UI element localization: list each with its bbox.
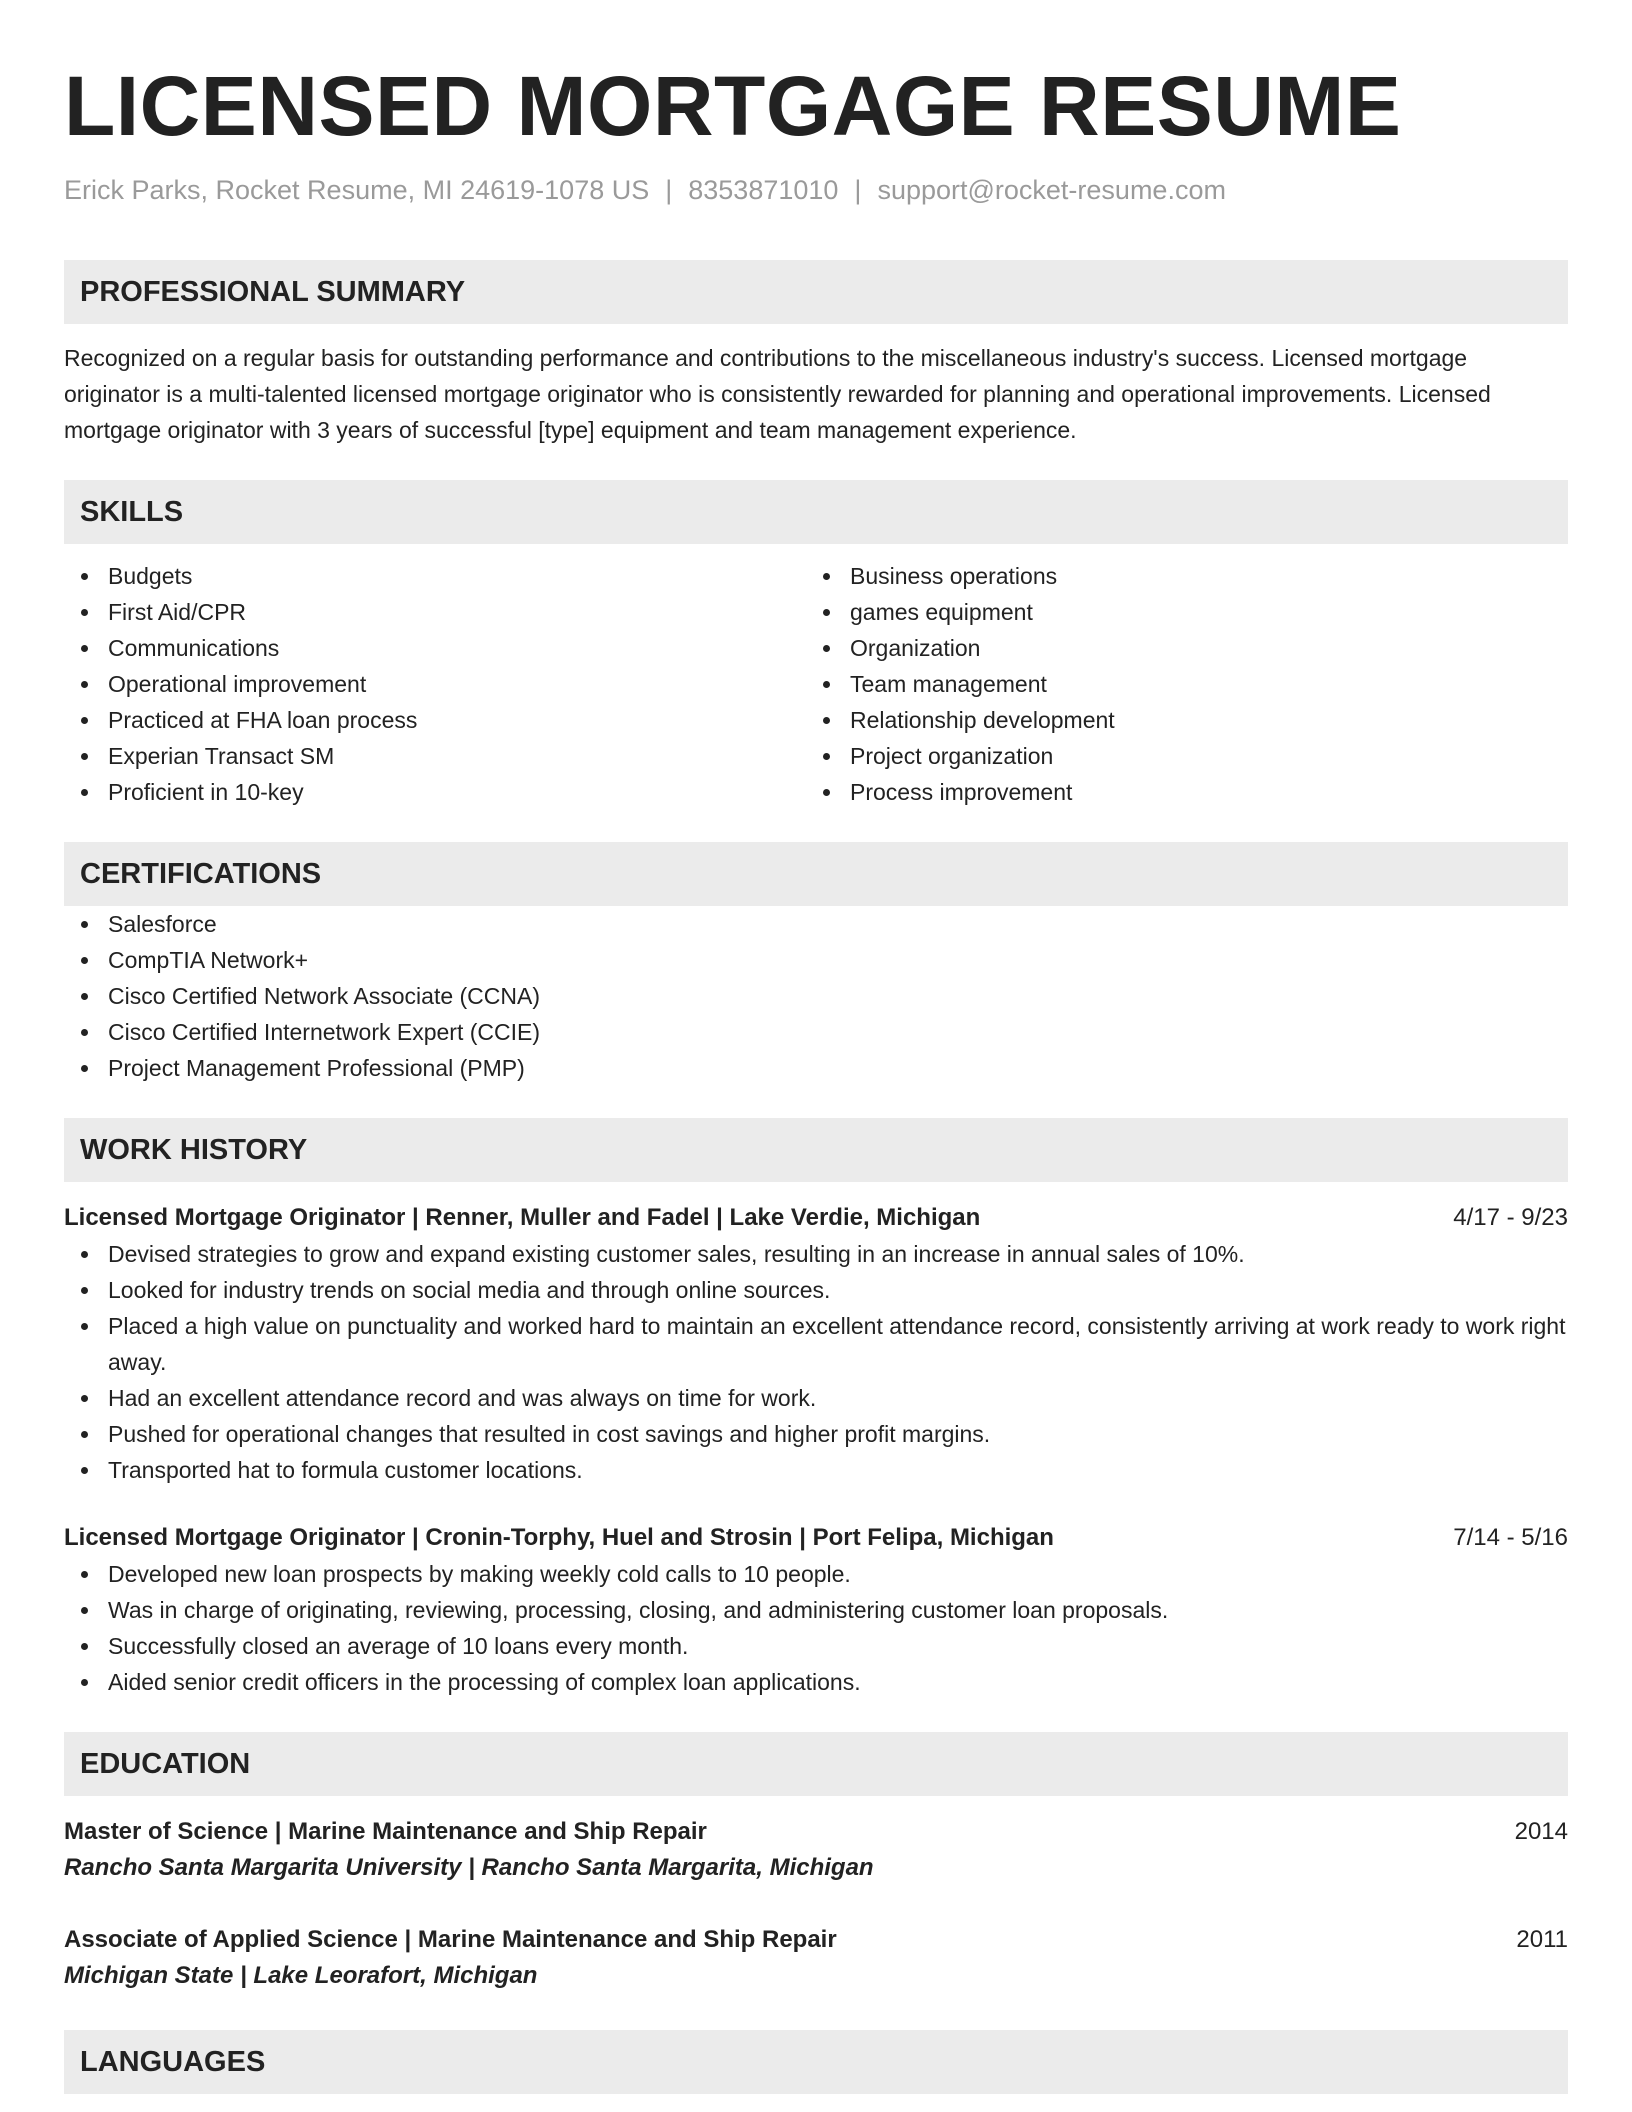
education-year: 2014	[1514, 1818, 1568, 1845]
skill-item: Practiced at FHA loan process	[64, 702, 806, 738]
job-header	[64, 1520, 1568, 1556]
education-degree: Master of Science | Marine Maintenance and Ship Repair	[64, 1818, 707, 1845]
bullet-icon	[81, 753, 88, 760]
bullet-icon	[81, 1607, 88, 1614]
education-entry	[64, 1814, 1568, 1886]
skill-item: Business operations	[806, 558, 1548, 594]
contact-email: support@rocket-resume.com	[877, 175, 1226, 205]
bullet-icon	[81, 573, 88, 580]
job-entry	[64, 1200, 1568, 1488]
job-bullet: Successfully closed an average of 10 loans every month.	[64, 1628, 1568, 1664]
summary-section-header: PROFESSIONAL SUMMARY	[64, 260, 1568, 324]
education-header	[64, 1922, 1568, 1958]
certification-item: Salesforce	[64, 906, 1568, 942]
bullet-icon	[81, 1065, 88, 1072]
bullet-icon	[823, 789, 830, 796]
bullet-icon	[81, 1431, 88, 1438]
job-bullet: Placed a high value on punctuality and worked hard to maintain an excellent attendance record, consistently arriving at work ready to work right away.	[64, 1308, 1568, 1380]
skill-item: Project organization	[806, 738, 1548, 774]
bullet-icon	[81, 1251, 88, 1258]
job-bullets	[64, 1236, 1568, 1488]
job-bullet: Transported hat to formula customer locations.	[64, 1452, 1568, 1488]
bullet-icon	[81, 1679, 88, 1686]
skill-item: Proficient in 10-key	[64, 774, 806, 810]
job-bullet: Was in charge of originating, reviewing, processing, closing, and administering customer loan proposals.	[64, 1592, 1568, 1628]
bullet-icon	[823, 573, 830, 580]
job-dates: 7/14 - 5/16	[1453, 1524, 1568, 1551]
bullet-icon	[81, 1643, 88, 1650]
bullet-icon	[81, 957, 88, 964]
certification-item: CompTIA Network+	[64, 942, 1568, 978]
bullet-icon	[823, 681, 830, 688]
job-title: Licensed Mortgage Originator | Cronin-Torphy, Huel and Strosin | Port Felipa, Michigan	[64, 1524, 1054, 1551]
skill-item: Budgets	[64, 558, 806, 594]
certifications-list	[64, 906, 1568, 1086]
skill-item: Process improvement	[806, 774, 1548, 810]
bullet-icon	[81, 1571, 88, 1578]
skill-item: Relationship development	[806, 702, 1548, 738]
skill-item: games equipment	[806, 594, 1548, 630]
job-bullet: Looked for industry trends on social media and through online sources.	[64, 1272, 1568, 1308]
bullet-icon	[81, 993, 88, 1000]
education-degree: Associate of Applied Science | Marine Maintenance and Ship Repair	[64, 1926, 837, 1953]
job-bullet: Had an excellent attendance record and was always on time for work.	[64, 1380, 1568, 1416]
education-section-header: EDUCATION	[64, 1732, 1568, 1796]
job-bullet: Devised strategies to grow and expand existing customer sales, resulting in an increase in annual sales of 10%.	[64, 1236, 1568, 1272]
bullet-icon	[81, 717, 88, 724]
contact-separator: |	[854, 175, 862, 205]
skills-column-right	[806, 558, 1548, 810]
certification-item: Project Management Professional (PMP)	[64, 1050, 1568, 1086]
bullet-icon	[81, 1323, 88, 1330]
bullet-icon	[81, 609, 88, 616]
bullet-icon	[81, 1287, 88, 1294]
bullet-icon	[81, 789, 88, 796]
bullet-icon	[81, 921, 88, 928]
certification-item: Cisco Certified Network Associate (CCNA)	[64, 978, 1568, 1014]
skill-item: Experian Transact SM	[64, 738, 806, 774]
skills-list	[64, 558, 1568, 810]
skill-item: Team management	[806, 666, 1548, 702]
education-school: Rancho Santa Margarita University | Rancho Santa Margarita, Michigan	[64, 1854, 874, 1881]
resume-title: LICENSED MORTGAGE RESUME	[64, 59, 1402, 153]
bullet-icon	[823, 645, 830, 652]
contact-phone: 8353871010	[688, 175, 839, 205]
bullet-icon	[81, 681, 88, 688]
certification-item: Cisco Certified Internetwork Expert (CCIE)	[64, 1014, 1568, 1050]
bullet-icon	[81, 1467, 88, 1474]
job-header	[64, 1200, 1568, 1236]
skill-item: Operational improvement	[64, 666, 806, 702]
education-header	[64, 1814, 1568, 1850]
certifications-section-header: CERTIFICATIONS	[64, 842, 1568, 906]
skill-item: Organization	[806, 630, 1548, 666]
job-bullets	[64, 1556, 1568, 1700]
skill-item: Communications	[64, 630, 806, 666]
education-school: Michigan State | Lake Leorafort, Michigan	[64, 1962, 538, 1989]
job-bullet: Developed new loan prospects by making weekly cold calls to 10 people.	[64, 1556, 1568, 1592]
summary-text: Recognized on a regular basis for outstanding performance and contributions to the miscellaneous industry's success. Licensed mortgage originator is a multi-talented licensed mortgage originator who is consistently rewarded for planning and operational improvements. Licensed mortgage originator with 3 years of successful [type] equipment and team management experience.	[64, 345, 1491, 443]
contact-separator: |	[665, 175, 673, 205]
resume-page	[64, 0, 1568, 2094]
bullet-icon	[81, 645, 88, 652]
education-entry	[64, 1922, 1568, 1994]
job-title: Licensed Mortgage Originator | Renner, Muller and Fadel | Lake Verdie, Michigan	[64, 1204, 981, 1231]
bullet-icon	[823, 609, 830, 616]
job-dates: 4/17 - 9/23	[1453, 1204, 1568, 1231]
bullet-icon	[823, 717, 830, 724]
bullet-icon	[81, 1395, 88, 1402]
languages-section-header: LANGUAGES	[64, 2030, 1568, 2094]
bullet-icon	[81, 1029, 88, 1036]
skills-column-left	[64, 558, 806, 810]
education-year: 2011	[1516, 1926, 1568, 1953]
contact-address: Erick Parks, Rocket Resume, MI 24619-1078 US	[64, 175, 650, 205]
work-history-section-header: WORK HISTORY	[64, 1118, 1568, 1182]
skills-section-header: SKILLS	[64, 480, 1568, 544]
contact-line	[64, 172, 1568, 208]
skill-item: First Aid/CPR	[64, 594, 806, 630]
job-entry	[64, 1520, 1568, 1700]
job-bullet: Aided senior credit officers in the processing of complex loan applications.	[64, 1664, 1568, 1700]
bullet-icon	[823, 753, 830, 760]
job-bullet: Pushed for operational changes that resulted in cost savings and higher profit margins.	[64, 1416, 1568, 1452]
